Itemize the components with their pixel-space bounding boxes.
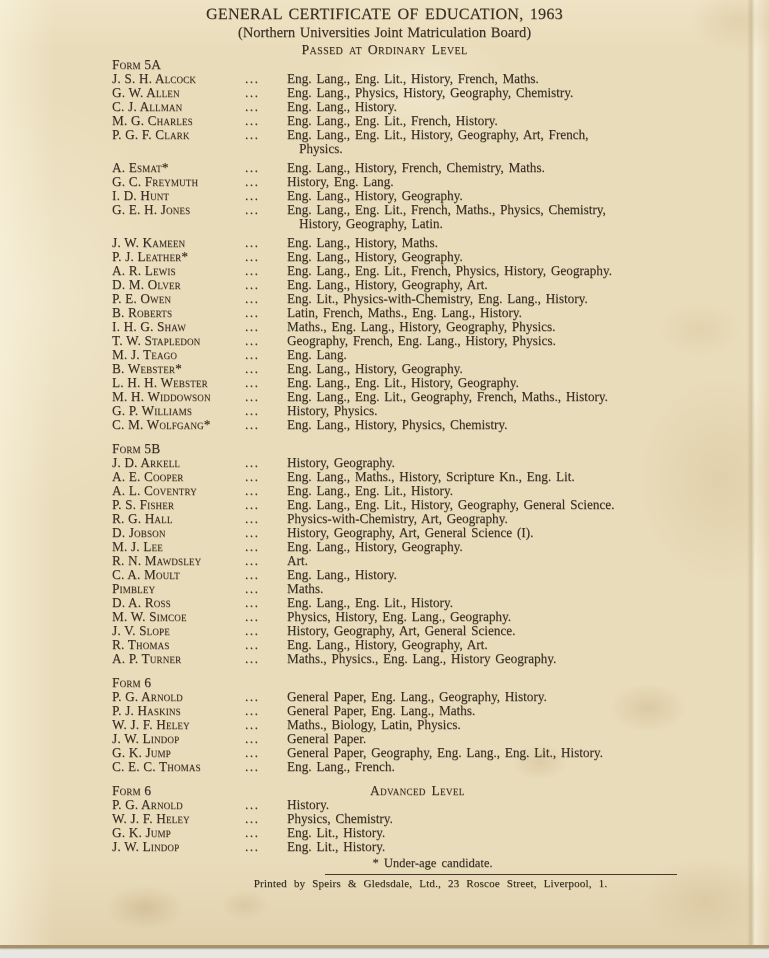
candidate-name: P. J. Leather* — [112, 249, 189, 264]
dots-leader: ... — [245, 174, 260, 189]
dots-leader: ... — [245, 811, 260, 826]
dots-leader: ... — [245, 759, 260, 774]
subjects-passed — [287, 362, 739, 376]
result-row — [112, 610, 739, 624]
subject-line: History, Physics. — [287, 403, 378, 418]
subject-line: Eng. Lit., History. — [287, 839, 386, 854]
subject-line: Maths. — [287, 581, 324, 596]
dots-leader: ... — [245, 249, 260, 264]
dots-leader: ... — [245, 455, 260, 470]
subject-line: Eng. Lit., History. — [287, 825, 386, 840]
dots-leader: ... — [245, 595, 260, 610]
candidate-name: J. W. Lindop — [112, 839, 180, 854]
subject-line: Art. — [287, 553, 308, 568]
candidate-name: J. S. H. Alcock — [112, 71, 197, 86]
result-row — [112, 86, 739, 100]
result-row — [112, 540, 739, 554]
subject-line: Eng. Lang., Eng. Lit., History, Geography. — [287, 375, 519, 390]
subject-line: General Paper, Geography, Eng. Lang., Eng. Lit., History. — [287, 745, 603, 760]
result-row — [112, 390, 739, 404]
dots-leader: ... — [245, 797, 260, 812]
dots-leader: ... — [245, 389, 260, 404]
subjects-passed — [287, 826, 739, 840]
candidate-name: D. A. Ross — [112, 595, 171, 610]
dots-leader: ... — [245, 511, 260, 526]
dots-leader: ... — [245, 319, 260, 334]
subjects-passed — [287, 540, 739, 554]
result-row — [112, 72, 739, 86]
subjects-passed — [287, 100, 739, 114]
subjects-passed — [287, 114, 739, 128]
subjects-passed — [287, 526, 739, 540]
result-row — [112, 746, 739, 760]
dots-leader: ... — [245, 375, 260, 390]
result-row — [112, 638, 739, 652]
subjects-passed — [287, 498, 739, 512]
dots-leader: ... — [245, 71, 260, 86]
results-content — [0, 58, 769, 891]
result-row — [112, 203, 739, 231]
subjects-passed — [287, 203, 739, 231]
subject-line: Geography, French, Eng. Lang., History, Physics. — [287, 333, 556, 348]
form-section — [112, 676, 739, 774]
subject-line: Eng. Lang., Eng. Lit., Geography, French, Maths., History. — [287, 389, 608, 404]
section-rows — [112, 72, 739, 432]
dots-leader: ... — [245, 263, 260, 278]
subject-line: Eng. Lang., Eng. Lit., History, French, Maths. — [287, 71, 539, 86]
dots-leader: ... — [245, 277, 260, 292]
result-row — [112, 376, 739, 390]
subjects-passed — [287, 568, 739, 582]
result-row — [112, 812, 739, 826]
printer-credit: Printed by Speirs & Gledsdale, Ltd., 23 Roscoe Street, Liverpool, 1. — [253, 878, 608, 890]
subjects-passed — [287, 746, 739, 760]
dots-leader: ... — [245, 291, 260, 306]
candidate-name: D. Jobson — [112, 525, 166, 540]
dots-leader: ... — [245, 305, 260, 320]
subjects-passed — [287, 278, 739, 292]
candidate-name: I. D. Hunt — [112, 188, 170, 203]
candidate-name: R. N. Mawdsley — [112, 553, 202, 568]
dots-leader: ... — [245, 525, 260, 540]
subjects-passed — [287, 638, 739, 652]
candidate-name: M. H. Widdowson — [112, 389, 211, 404]
subjects-passed — [287, 456, 739, 470]
subject-line: Eng. Lang., Eng. Lit., French, Physics, History, Geography. — [287, 263, 612, 278]
candidate-name: D. M. Olver — [112, 277, 181, 292]
form-section — [112, 784, 739, 854]
candidate-name: A. Esmat* — [112, 160, 169, 175]
subject-line: Eng. Lang., Eng. Lit., History, Geography, Art, French, — [287, 127, 589, 142]
document-title: GENERAL CERTIFICATE OF EDUCATION, 1963 — [206, 6, 563, 23]
subjects-passed — [287, 652, 739, 666]
result-row — [112, 732, 739, 746]
section-heading — [112, 784, 739, 798]
subject-line: Eng. Lang., History, Maths. — [287, 235, 438, 250]
dots-leader: ... — [245, 651, 260, 666]
candidate-name: W. J. F. Heley — [112, 717, 190, 732]
subjects-passed — [287, 236, 739, 250]
subjects-passed — [287, 554, 739, 568]
subject-line: Physics. — [299, 141, 343, 156]
subject-line: Physics-with-Chemistry, Art, Geography. — [287, 511, 508, 526]
subject-line: Eng. Lit., Physics-with-Chemistry, Eng. Lang., History. — [287, 291, 588, 306]
subject-line: General Paper, Eng. Lang., Maths. — [287, 703, 476, 718]
dots-leader: ... — [245, 703, 260, 718]
candidate-name: P. J. Haskins — [112, 703, 181, 718]
form-section — [112, 58, 739, 432]
candidate-name: W. J. F. Heley — [112, 811, 190, 826]
result-row — [112, 418, 739, 432]
candidate-name: J. D. Arkell — [112, 455, 181, 470]
subjects-passed — [287, 306, 739, 320]
result-row — [112, 264, 739, 278]
subject-line: History, Geography, Latin. — [299, 216, 443, 231]
candidate-name: P. G. F. Clark — [112, 127, 190, 142]
subjects-passed — [287, 418, 739, 432]
result-row — [112, 498, 739, 512]
form-heading: Form 5A — [112, 57, 162, 72]
subjects-passed — [287, 334, 739, 348]
candidate-name: M. J. Lee — [112, 539, 163, 554]
dots-leader: ... — [245, 99, 260, 114]
advanced-level-heading: Advanced Level — [370, 783, 465, 798]
subjects-passed — [287, 292, 739, 306]
result-row — [112, 278, 739, 292]
subjects-passed — [287, 161, 739, 175]
subject-line: Maths., Biology, Latin, Physics. — [287, 717, 461, 732]
subject-line: Eng. Lang., Eng. Lit., History, Geography, General Science. — [287, 497, 615, 512]
result-row — [112, 624, 739, 638]
result-row — [112, 840, 739, 854]
dots-leader: ... — [245, 333, 260, 348]
result-row — [112, 175, 739, 189]
result-row — [112, 568, 739, 582]
dots-leader: ... — [245, 361, 260, 376]
candidate-name: P. G. Arnold — [112, 797, 183, 812]
dots-leader: ... — [245, 745, 260, 760]
result-row — [112, 306, 739, 320]
candidate-name: G. P. Williams — [112, 403, 193, 418]
subjects-passed — [287, 86, 739, 100]
candidate-name: C. A. Moult — [112, 567, 180, 582]
result-row — [112, 128, 739, 156]
candidate-name: C. E. C. Thomas — [112, 759, 201, 774]
subjects-passed — [287, 320, 739, 334]
candidate-name: G. C. Freymuth — [112, 174, 199, 189]
result-row — [112, 718, 739, 732]
dots-leader: ... — [245, 160, 260, 175]
dots-leader: ... — [245, 417, 260, 432]
subject-line: History. — [287, 797, 330, 812]
subjects-passed — [287, 348, 739, 362]
dots-leader: ... — [245, 235, 260, 250]
dots-leader: ... — [245, 637, 260, 652]
form-heading: Form 6 — [112, 675, 152, 690]
candidate-name: P. G. Arnold — [112, 689, 183, 704]
subjects-passed — [287, 404, 739, 418]
dots-leader: ... — [245, 731, 260, 746]
result-row — [112, 760, 739, 774]
candidate-name: C. J. Allman — [112, 99, 183, 114]
section-rows — [112, 690, 739, 774]
candidate-name: J. V. Slope — [112, 623, 170, 638]
subjects-passed — [287, 760, 739, 774]
candidate-name: G. K. Jump — [112, 825, 171, 840]
subject-line: Eng. Lang., History, Physics, Chemistry. — [287, 417, 508, 432]
subject-line: Eng. Lang., History, Geography, Art. — [287, 277, 488, 292]
candidate-name: G. E. H. Jones — [112, 202, 191, 217]
candidate-name: A. E. Cooper — [112, 469, 184, 484]
form-heading: Form 6 — [112, 783, 152, 798]
candidate-name: J. W. Lindop — [112, 731, 180, 746]
dots-leader: ... — [245, 469, 260, 484]
subject-line: Eng. Lang., History, Geography. — [287, 539, 463, 554]
result-row — [112, 292, 739, 306]
subject-line: History, Geography, Art, General Science (I). — [287, 525, 534, 540]
subject-line: Latin, French, Maths., Eng. Lang., History. — [287, 305, 522, 320]
candidate-name: B. Webster* — [112, 361, 182, 376]
subject-line: Physics, Chemistry. — [287, 811, 393, 826]
result-row — [112, 470, 739, 484]
subjects-passed — [287, 250, 739, 264]
result-row — [112, 161, 739, 175]
subjects-passed — [287, 189, 739, 203]
candidate-name: B. Roberts — [112, 305, 173, 320]
subject-line: History, Geography. — [287, 455, 395, 470]
subject-line: Maths., Eng. Lang., History, Geography, Physics. — [287, 319, 556, 334]
subjects-passed — [287, 264, 739, 278]
result-row — [112, 826, 739, 840]
result-row — [112, 456, 739, 470]
dots-leader: ... — [245, 839, 260, 854]
result-row — [112, 582, 739, 596]
subject-line: Eng. Lang., Maths., History, Scripture Kn., Eng. Lit. — [287, 469, 575, 484]
section-rows — [112, 456, 739, 666]
subject-line: Eng. Lang., History, French, Chemistry, Maths. — [287, 160, 545, 175]
dots-leader: ... — [245, 825, 260, 840]
result-row — [112, 404, 739, 418]
result-row — [112, 526, 739, 540]
form-heading: Form 5B — [112, 441, 161, 456]
result-row — [112, 100, 739, 114]
subject-line: Eng. Lang., History, Geography, Art. — [287, 637, 488, 652]
subjects-passed — [287, 840, 739, 854]
result-row — [112, 320, 739, 334]
dots-leader: ... — [245, 539, 260, 554]
subject-line: Physics, History, Eng. Lang., Geography. — [287, 609, 512, 624]
subject-line: Eng. Lang., History. — [287, 567, 397, 582]
section-heading — [112, 676, 739, 690]
candidate-name: I. H. G. Shaw — [112, 319, 186, 334]
section-heading — [112, 58, 739, 72]
subject-line: Eng. Lang., Eng. Lit., History. — [287, 595, 453, 610]
candidate-name: P. S. Fisher — [112, 497, 175, 512]
subject-line: Eng. Lang., Eng. Lit., French, History. — [287, 113, 498, 128]
subjects-passed — [287, 376, 739, 390]
result-row — [112, 704, 739, 718]
dots-leader: ... — [245, 567, 260, 582]
results-list — [112, 58, 739, 854]
dots-leader: ... — [245, 623, 260, 638]
subject-line: Eng. Lang., History, Geography. — [287, 361, 463, 376]
candidate-name: P. E. Owen — [112, 291, 172, 306]
dots-leader: ... — [245, 497, 260, 512]
section-rows — [112, 798, 739, 854]
subject-line: Eng. Lang., Physics, History, Geography, Chemistry. — [287, 85, 574, 100]
candidate-name: C. M. Wolfgang* — [112, 417, 211, 432]
result-row — [112, 554, 739, 568]
subjects-passed — [287, 512, 739, 526]
underage-footnote: * Under-age candidate. — [372, 856, 493, 870]
candidate-name: G. K. Jump — [112, 745, 171, 760]
subject-line: Eng. Lang., French. — [287, 759, 395, 774]
result-row — [112, 334, 739, 348]
dots-leader: ... — [245, 85, 260, 100]
subjects-passed — [287, 72, 739, 86]
result-row — [112, 348, 739, 362]
result-row — [112, 512, 739, 526]
candidate-name: Pimbley — [112, 581, 156, 596]
subjects-passed — [287, 704, 739, 718]
candidate-name: A. R. Lewis — [112, 263, 176, 278]
subjects-passed — [287, 798, 739, 812]
subject-line: General Paper, Eng. Lang., Geography, History. — [287, 689, 547, 704]
subject-line: General Paper. — [287, 731, 367, 746]
subject-line: Eng. Lang., History, Geography. — [287, 188, 463, 203]
subject-line: Eng. Lang., History, Geography. — [287, 249, 463, 264]
subjects-passed — [287, 175, 739, 189]
result-row — [112, 652, 739, 666]
subject-line: Eng. Lang. — [287, 347, 347, 362]
dots-leader: ... — [245, 581, 260, 596]
dots-leader: ... — [245, 113, 260, 128]
subjects-passed — [287, 610, 739, 624]
candidate-name: R. G. Hall — [112, 511, 173, 526]
section-heading — [112, 442, 739, 456]
dots-leader: ... — [245, 717, 260, 732]
subjects-passed — [287, 484, 739, 498]
dots-leader: ... — [245, 403, 260, 418]
subjects-passed — [287, 596, 739, 610]
candidate-name: J. W. Kameen — [112, 235, 186, 250]
result-row — [112, 484, 739, 498]
subjects-passed — [287, 470, 739, 484]
subjects-passed — [287, 624, 739, 638]
result-row — [112, 596, 739, 610]
subjects-passed — [287, 732, 739, 746]
dots-leader: ... — [245, 689, 260, 704]
document-subtitle: (Northern Universities Joint Matriculation Board) — [237, 25, 532, 41]
subject-line: Eng. Lang., Eng. Lit., French, Maths., Physics, Chemistry, — [287, 202, 606, 217]
dots-leader: ... — [245, 483, 260, 498]
dots-leader: ... — [245, 347, 260, 362]
dots-leader: ... — [245, 609, 260, 624]
subject-line: Eng. Lang., History. — [287, 99, 397, 114]
subjects-passed — [287, 582, 739, 596]
result-row — [112, 690, 739, 704]
subject-line: Eng. Lang., Eng. Lit., History. — [287, 483, 453, 498]
result-row — [112, 362, 739, 376]
candidate-name: T. W. Stapledon — [112, 333, 201, 348]
candidate-name: R. Thomas — [112, 637, 170, 652]
dots-leader: ... — [245, 188, 260, 203]
subject-line: History, Eng. Lang. — [287, 174, 394, 189]
candidate-name: A. L. Coventry — [112, 483, 197, 498]
candidate-name: G. W. Allen — [112, 85, 180, 100]
ordinary-level-heading: Passed at Ordinary Level — [301, 42, 468, 57]
result-row — [112, 798, 739, 812]
subjects-passed — [287, 812, 739, 826]
candidate-name: A. P. Turner — [112, 651, 182, 666]
result-row — [112, 114, 739, 128]
subject-line: Maths., Physics., Eng. Lang., History Geography. — [287, 651, 557, 666]
candidate-name: L. H. H. Webster — [112, 375, 208, 390]
dots-leader: ... — [245, 127, 260, 142]
candidate-name: M. W. Simcoe — [112, 609, 187, 624]
candidate-name: M. J. Teago — [112, 347, 178, 362]
subjects-passed — [287, 390, 739, 404]
result-row — [112, 189, 739, 203]
candidate-name: M. G. Charles — [112, 113, 193, 128]
subjects-passed — [287, 690, 739, 704]
dots-leader: ... — [245, 553, 260, 568]
result-row — [112, 250, 739, 264]
subject-line: History, Geography, Art, General Science. — [287, 623, 516, 638]
subjects-passed — [287, 718, 739, 732]
subjects-passed — [287, 128, 739, 156]
form-section — [112, 442, 739, 666]
result-row — [112, 236, 739, 250]
footer-rule — [325, 874, 677, 875]
dots-leader: ... — [245, 202, 260, 217]
